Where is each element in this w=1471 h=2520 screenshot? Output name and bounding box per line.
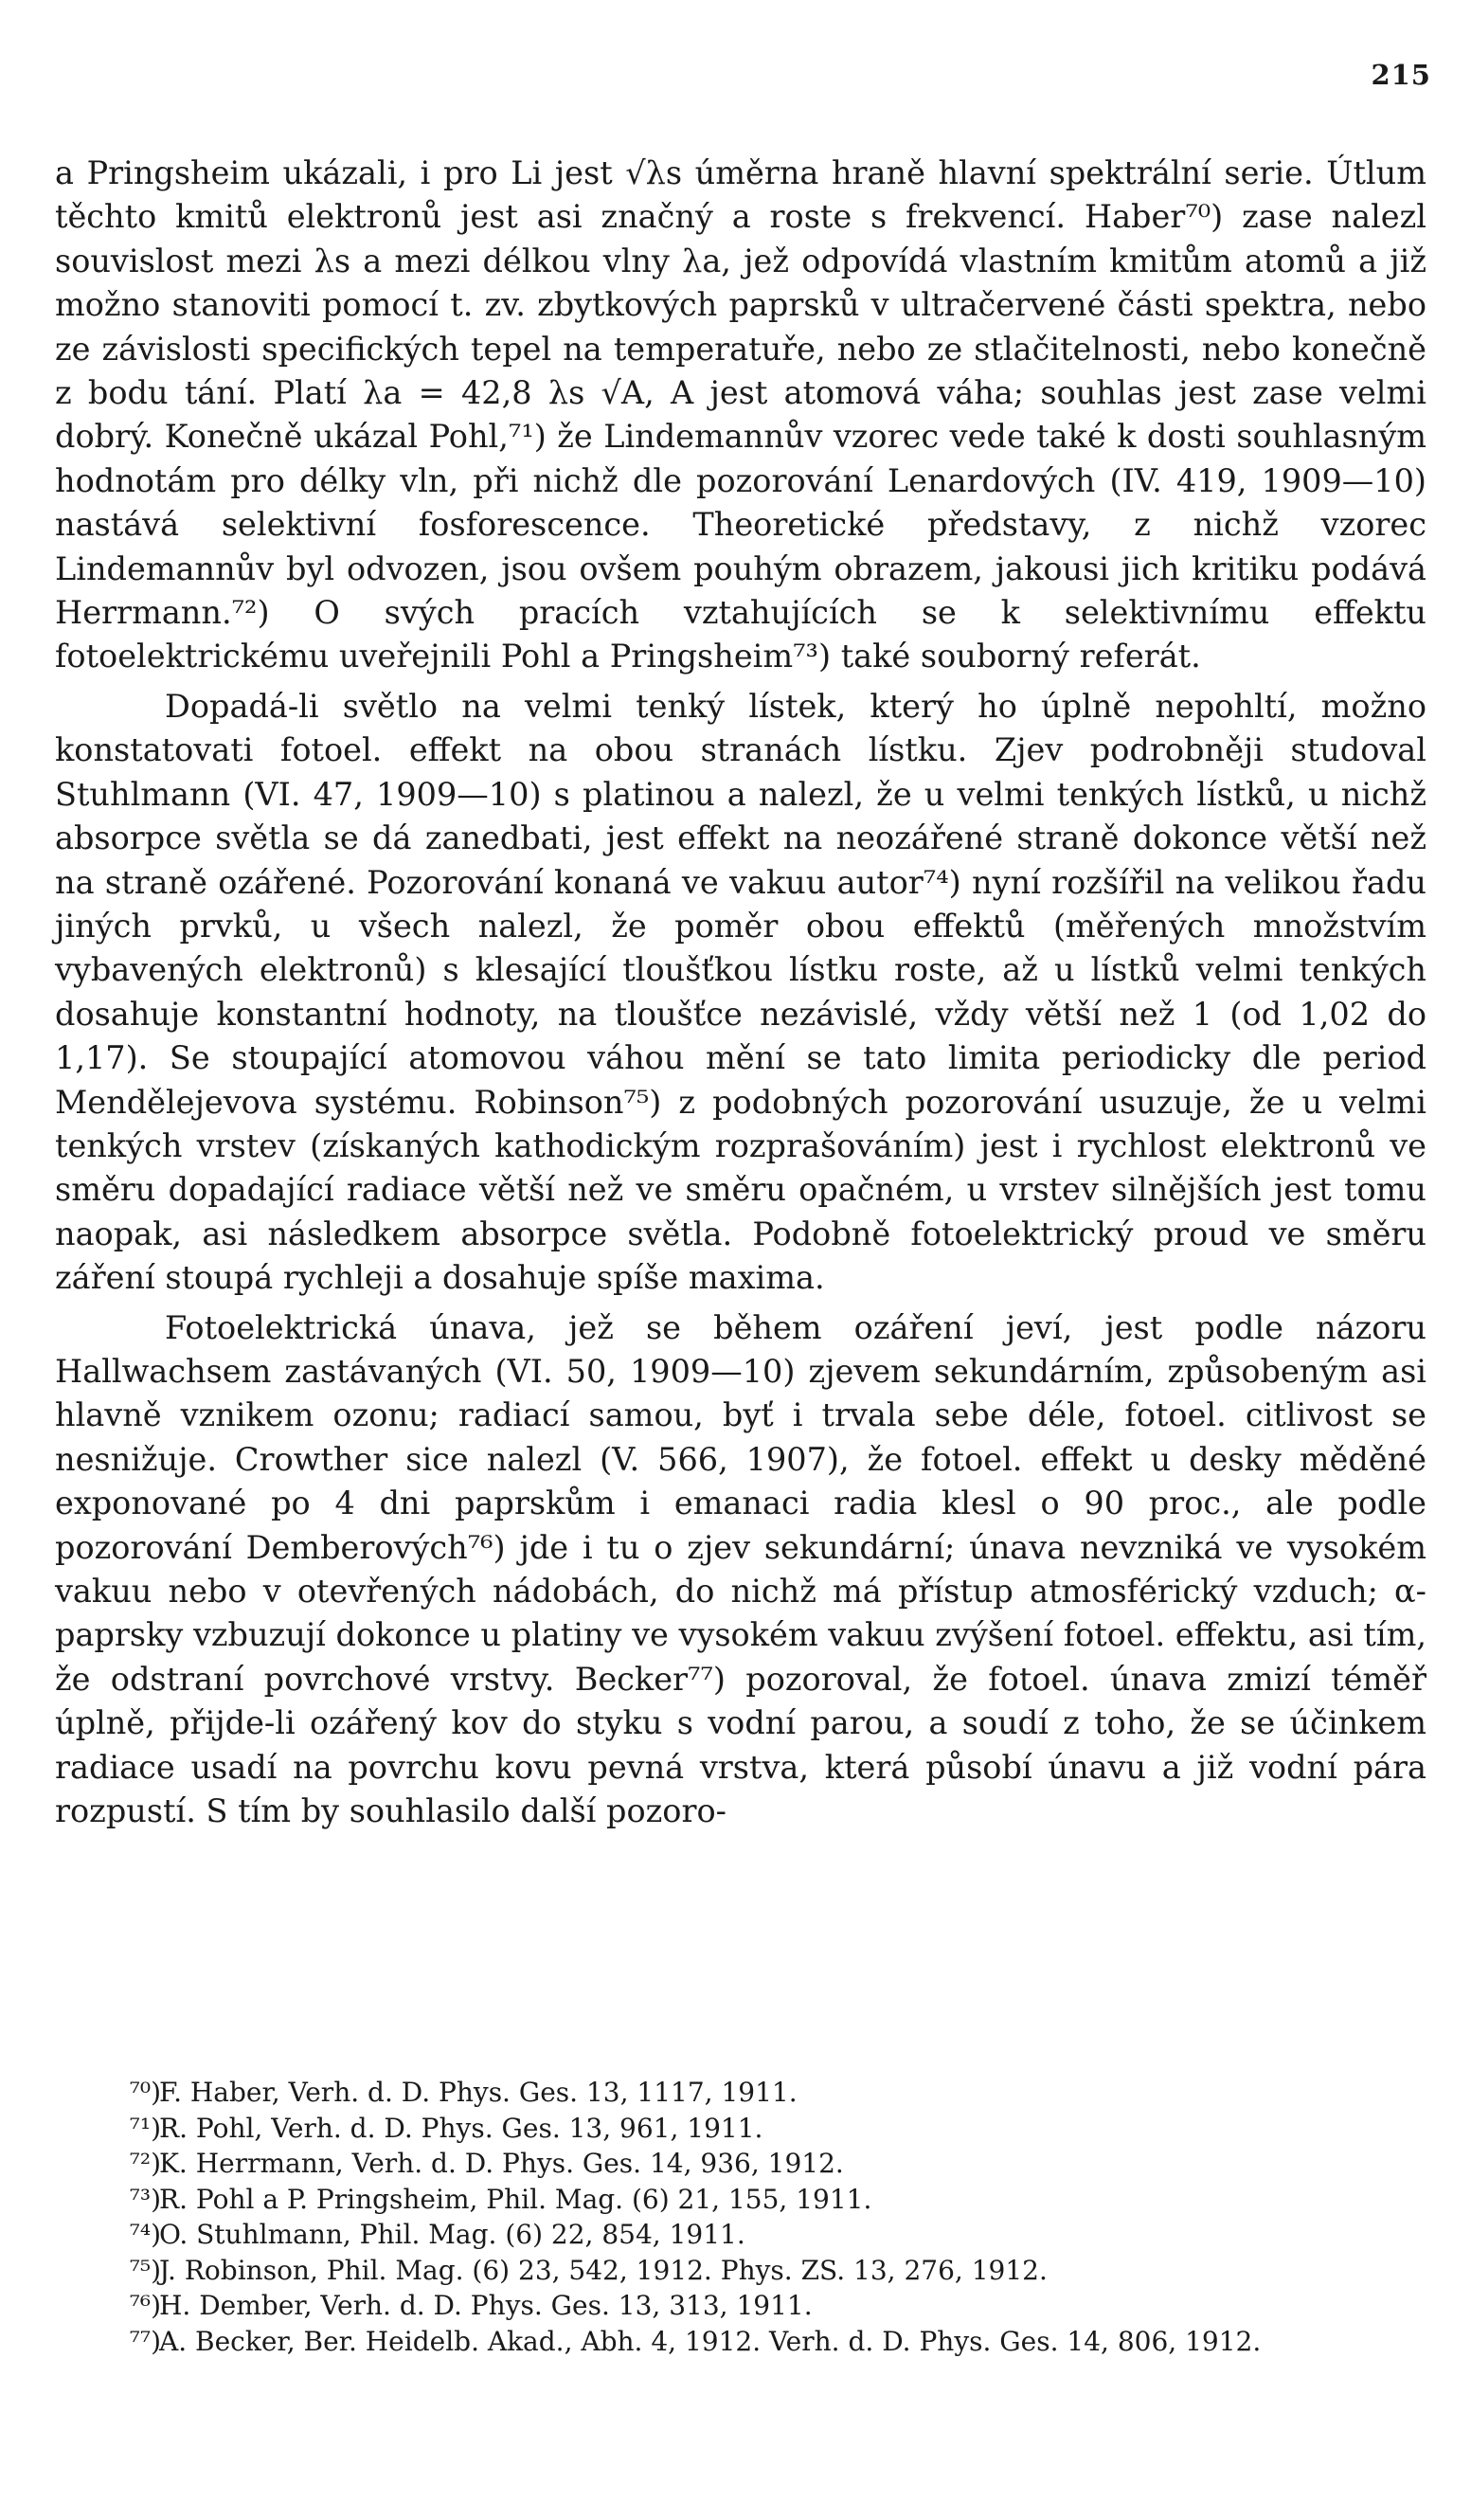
footnote-text: F. Haber, Verh. d. D. Phys. Ges. 13, 1117, 1911. — [159, 2077, 798, 2108]
footnote-text: J. Robinson, Phil. Mag. (6) 23, 542, 1912. Phys. ZS. 13, 276, 1912. — [159, 2254, 1048, 2286]
footnotes — [55, 2075, 1426, 2359]
footnote — [55, 2253, 1426, 2289]
footnote-mark: ⁷⁰) — [129, 2077, 161, 2108]
footnote — [55, 2146, 1426, 2182]
paragraph: a Pringsheim ukázali, i pro Li jest √λs úměrna hraně hlavní spektrální serie. Útlum těchto kmitů elektronů jest asi značný a roste s frekvencí. Haber⁷⁰) zase nalezl souvislost mezi λs a mezi délkou vlny λa, jež odpovídá vlastním kmitům atomů a již možno stanoviti pomocí t. zv. zbytkových paprsků v ultračervené části spektra, nebo ze závislosti specifických tepel na temperatuře, nebo ze stlačitelnosti, nebo konečně z bodu tání. Platí λa = 42,8 λs √A, A jest atomová váha; souhlas jest zase velmi dobrý. Konečně ukázal Pohl,⁷¹) že Lindemannův vzorec vede také k dosti souhlasným hodnotám pro délky vln, při nichž dle pozorování Lenardových (IV. 419, 1909—10) nastává selektivní fosforescence. Theoretické představy, z nichž vzorec Lindemannův byl odvozen, jsou ovšem pouhým obrazem, jakousi jich kritiku podává Herrmann.⁷²) O svých pracích vztahujících se k selektivnímu effektu fotoelektrickému uveřejnili Pohl a Pringsheim⁷³) také souborný referát. — [55, 154, 1426, 675]
footnote-text: A. Becker, Ber. Heidelb. Akad., Abh. 4, 1912. Verh. d. D. Phys. Ges. 14, 806, 1912. — [159, 2325, 1262, 2357]
footnote-mark: ⁷²) — [129, 2148, 161, 2179]
footnote-text: H. Dember, Verh. d. D. Phys. Ges. 13, 313, 1911. — [159, 2290, 813, 2321]
footnote — [55, 2217, 1426, 2253]
footnote — [55, 2324, 1426, 2360]
paragraph: Dopadá-li světlo na velmi tenký lístek, který ho úplně nepohltí, možno konstatovati fotoel. effekt na obou stranách lístku. Zjev podrobněji studoval Stuhlmann (VI. 47, 1909—10) s platinou a nalezl, že u velmi tenkých lístků, u nichž absorpce světla se dá zanedbati, jest effekt na neozářené straně dokonce větší než na straně ozářené. Pozorování konaná ve vakuu autor⁷⁴) nyní rozšířil na velikou řadu jiných prvků, u všech nalezl, že poměr obou effektů (měřených množstvím vybavených elektronů) s klesající tloušťkou lístku roste, až u lístků velmi tenkých dosahuje konstantní hodnoty, na tloušťce nezávislé, vždy větší než 1 (od 1,02 do 1,17). Se stoupající atomovou váhou mění se tato limita periodicky dle period Mendělejevova systému. Robinson⁷⁵) z podobných pozorování usuzuje, že u velmi tenkých vrstev (získaných kathodickým rozprašováním) jest i rychlost elektronů ve směru dopadající radiace větší než ve směru opačném, u vrstev silnějších jest tomu naopak, asi následkem absorpce světla. Podobně fotoelektrický proud ve směru záření stoupá rychleji a dosahuje spíše maxima. — [55, 687, 1426, 1297]
footnote — [55, 2075, 1426, 2111]
footnote — [55, 2288, 1426, 2324]
footnote-text: K. Herrmann, Verh. d. D. Phys. Ges. 14, 936, 1912. — [159, 2148, 844, 2179]
page-number: 215 — [1371, 59, 1431, 91]
footnote-text: R. Pohl a P. Pringsheim, Phil. Mag. (6) 21, 155, 1911. — [159, 2183, 872, 2215]
footnote-mark: ⁷³) — [129, 2183, 161, 2215]
paragraph: Fotoelektrická únava, jež se během ozáření jeví, jest podle názoru Hallwachsem zastávaných (VI. 50, 1909—10) zjevem sekundárním, způsobeným asi hlavně vznikem ozonu; radiací samou, byť i trvala sebe déle, fotoel. citlivost se nesnižuje. Crowther sice nalezl (V. 566, 1907), že fotoel. effekt u desky měděné exponované po 4 dni paprskům i emanaci radia klesl o 90 proc., ale podle pozorování Demberových⁷⁶) jde i tu o zjev sekundární; únava nevzniká ve vysokém vakuu nebo v otevřených nádobách, do nichž má přístup atmosférický vzduch; α-paprsky vzbuzují dokonce u platiny ve vysokém vakuu zvýšení fotoel. effektu, asi tím, že odstraní povrchové vrstvy. Becker⁷⁷) pozoroval, že fotoel. únava zmizí téměř úplně, přijde-li ozářený kov do styku s vodní parou, a soudí z toho, že se účinkem radiace usadí na povrchu kovu pevná vrstva, která působí únavu a již vodní pára rozpustí. S tím by souhlasilo další pozoro- — [55, 1308, 1426, 1830]
footnote-mark: ⁷⁵) — [129, 2254, 161, 2286]
footnote-mark: ⁷⁶) — [129, 2290, 161, 2321]
footnote-mark: ⁷¹) — [129, 2112, 161, 2144]
footnote-mark: ⁷⁴) — [129, 2219, 161, 2250]
footnote-mark: ⁷⁷) — [129, 2325, 161, 2357]
body-text — [55, 152, 1426, 1833]
footnote-text: O. Stuhlmann, Phil. Mag. (6) 22, 854, 1911. — [159, 2219, 745, 2250]
footnote — [55, 2111, 1426, 2147]
footnote — [55, 2182, 1426, 2218]
footnote-text: R. Pohl, Verh. d. D. Phys. Ges. 13, 961, 1911. — [159, 2112, 763, 2144]
